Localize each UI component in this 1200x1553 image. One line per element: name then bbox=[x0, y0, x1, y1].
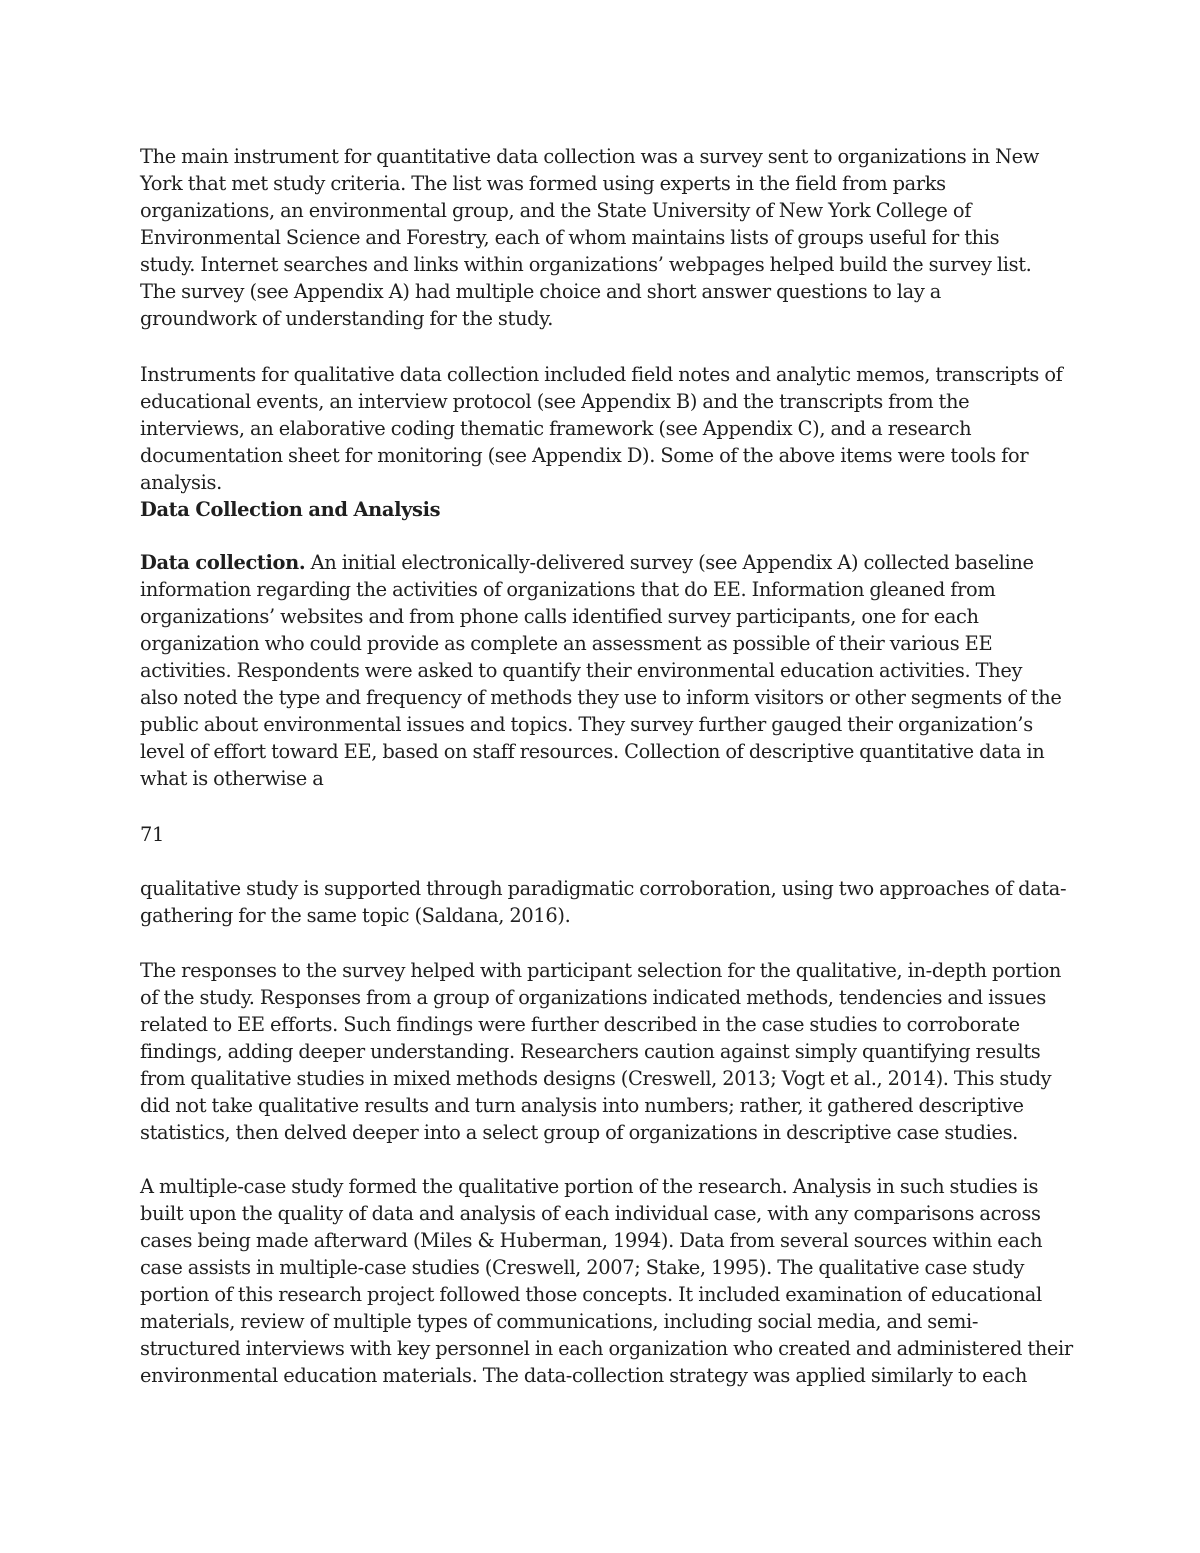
text-line: analysis. bbox=[140, 471, 222, 494]
text-line: documentation sheet for monitoring (see Appendix D). Some of the above items were tools for bbox=[140, 444, 1029, 467]
text-line: Instruments for qualitative data collection included field notes and analytic memos, transcripts of bbox=[140, 363, 1063, 386]
text-line: A multiple-case study formed the qualitative portion of the research. Analysis in such studies is bbox=[140, 1175, 1039, 1198]
section-heading bbox=[140, 496, 1070, 523]
text-line: Environmental Science and Forestry, each of whom maintains lists of groups useful for this bbox=[140, 226, 1000, 249]
paragraph-continuation bbox=[140, 875, 1070, 929]
text-line: built upon the quality of data and analysis of each individual case, with any comparisons across bbox=[140, 1202, 1041, 1225]
text-line: information regarding the activities of organizations that do EE. Information gleaned from bbox=[140, 578, 996, 601]
text-line: environmental education materials. The data-collection strategy was applied similarly to each bbox=[140, 1364, 1028, 1387]
text-line: from qualitative studies in mixed methods designs (Creswell, 2013; Vogt et al., 2014). This study bbox=[140, 1067, 1052, 1090]
text-line: The main instrument for quantitative data collection was a survey sent to organizations in New bbox=[140, 145, 1040, 168]
text-line: organizations’ websites and from phone calls identified survey participants, one for each bbox=[140, 605, 979, 628]
page-number-text: 71 bbox=[140, 823, 164, 846]
text-line-rest: An initial electronically-delivered survey (see Appendix A) collected baseline bbox=[305, 551, 1034, 574]
text-line: The responses to the survey helped with participant selection for the qualitative, in-depth portion bbox=[140, 959, 1062, 982]
text-line: activities. Respondents were asked to quantify their environmental education activities. They bbox=[140, 659, 1023, 682]
text-line: statistics, then delved deeper into a select group of organizations in descriptive case studies. bbox=[140, 1121, 1018, 1144]
text-line: qualitative study is supported through paradigmatic corroboration, using two approaches of data- bbox=[140, 877, 1067, 900]
text-line: did not take qualitative results and turn analysis into numbers; rather, it gathered descriptive bbox=[140, 1094, 1024, 1117]
text-line: groundwork of understanding for the study. bbox=[140, 307, 554, 330]
text-line: public about environmental issues and topics. They survey further gauged their organization’s bbox=[140, 713, 1033, 736]
text-line: gathering for the same topic (Saldana, 2016). bbox=[140, 904, 571, 927]
paragraph-data-collection bbox=[140, 549, 1070, 792]
text-line: also noted the type and frequency of methods they use to inform visitors or other segments of the bbox=[140, 686, 1062, 709]
text-line: materials, review of multiple types of communications, including social media, and semi- bbox=[140, 1310, 979, 1333]
text-line: level of effort toward EE, based on staff resources. Collection of descriptive quantitative data in bbox=[140, 740, 1045, 763]
text-line: organizations, an environmental group, and the State University of New York College of bbox=[140, 199, 972, 222]
text-line: interviews, an elaborative coding thematic framework (see Appendix C), and a research bbox=[140, 417, 972, 440]
text-line: portion of this research project followed those concepts. It included examination of educational bbox=[140, 1283, 1042, 1306]
text-line: of the study. Responses from a group of organizations indicated methods, tendencies and issues bbox=[140, 986, 1047, 1009]
section-heading-text: Data Collection and Analysis bbox=[140, 498, 441, 521]
text-line: related to EE efforts. Such findings were further described in the case studies to corroborate bbox=[140, 1013, 1020, 1036]
paragraph-survey-instrument bbox=[140, 143, 1070, 332]
paragraph-qualitative-instruments bbox=[140, 361, 1070, 496]
text-line: case assists in multiple-case studies (Creswell, 2007; Stake, 1995). The qualitative case study bbox=[140, 1256, 1025, 1279]
text-line: organization who could provide as complete an assessment as possible of their various EE bbox=[140, 632, 993, 655]
subheading: Data collection. bbox=[140, 551, 306, 574]
text-line: The survey (see Appendix A) had multiple choice and short answer questions to lay a bbox=[140, 280, 941, 303]
text-line: structured interviews with key personnel in each organization who created and administered their bbox=[140, 1337, 1073, 1360]
text-line: educational events, an interview protocol (see Appendix B) and the transcripts from the bbox=[140, 390, 970, 413]
text-line: cases being made afterward (Miles & Huberman, 1994). Data from several sources within each bbox=[140, 1229, 1043, 1252]
paragraph-survey-responses bbox=[140, 957, 1070, 1146]
page-number bbox=[140, 821, 1070, 848]
text-line: York that met study criteria. The list was formed using experts in the field from parks bbox=[140, 172, 946, 195]
text-line: what is otherwise a bbox=[140, 767, 324, 790]
paragraph-multiple-case-study bbox=[140, 1173, 1073, 1389]
text-line: findings, adding deeper understanding. Researchers caution against simply quantifying results bbox=[140, 1040, 1041, 1063]
text-line: study. Internet searches and links within organizations’ webpages helped build the survey list. bbox=[140, 253, 1032, 276]
text-line bbox=[140, 549, 1070, 576]
